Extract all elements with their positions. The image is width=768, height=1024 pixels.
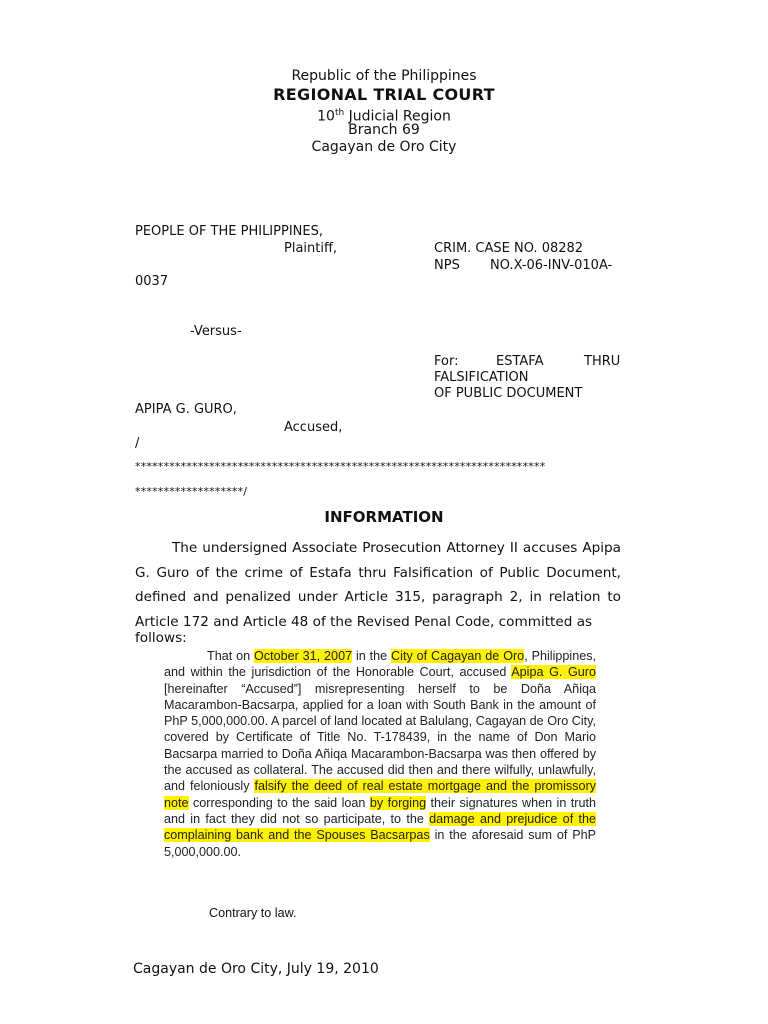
caption-slash: / (135, 436, 140, 451)
branch-line: Branch 69 (348, 122, 420, 138)
quote-text: their signatures when in truth and in fact they did not so participate, to the (164, 795, 596, 826)
highlight-forging: by forging (369, 795, 427, 810)
highlight-city: City of Cagayan de Oro (391, 649, 525, 663)
quote-text: , Philippines, and within the jurisdiction of the Honorable Court, accused (164, 649, 596, 680)
intro-paragraph: The undersigned Associate Prosecution Attorney II accuses Apipa G. Guro of the crime of Estafa thru Falsification of Public Document, defined and penalized under Article 315, paragraph 2, in relation to Article 172 and Article 48 of the Revised Penal Code, committed as (135, 540, 621, 630)
intro-cut-text: follows: (135, 630, 187, 642)
highlight-accused: Apipa G. Guro (511, 665, 596, 680)
region-suffix: th (334, 108, 345, 118)
for-public-document: OF PUBLIC DOCUMENT (434, 386, 583, 401)
plaintiff-name: PEOPLE OF THE PHILIPPINES, (135, 224, 323, 239)
nps-number: NO.X-06-INV-010A- (490, 258, 613, 273)
highlight-date: October 31, 2007 (253, 649, 353, 663)
quote-text: That on (207, 649, 254, 663)
date-line: Cagayan de Oro City, July 19, 2010 (133, 961, 379, 977)
accused-role: Accused, (284, 420, 343, 435)
intro-cut-line (0, 622, 768, 642)
for-thru: THRU (584, 354, 621, 369)
region-number: 10 (317, 108, 335, 125)
quote-text: corresponding to the said loan (188, 795, 370, 810)
divider-stars-1: ************************************************************************ (135, 460, 546, 473)
highlight-damage: damage and prejudice of the complaining bank and the Spouses Bacsarpas (164, 811, 596, 843)
court-name: REGIONAL TRIAL COURT (273, 85, 495, 104)
plaintiff-role: Plaintiff, (284, 241, 338, 256)
accused-name: APIPA G. GURO, (135, 402, 237, 417)
for-estafa: ESTAFA (496, 354, 544, 369)
nps-number-cont: 0037 (135, 274, 169, 289)
case-number: CRIM. CASE NO. 08282 (434, 241, 584, 256)
nps-label: NPS (434, 258, 460, 273)
for-falsification: FALSIFICATION (434, 370, 529, 385)
city-line: Cagayan de Oro City (311, 139, 457, 155)
quote-text: in the aforesaid sum of PhP 5,000,000.00. (164, 828, 596, 859)
versus: -Versus- (190, 324, 242, 339)
divider-stars-2: *******************/ (135, 485, 248, 498)
quote-text: [hereinafter “Accused”] misrepresenting herself to be Doña Añiqa Macarambon-Bacsarpa, applied for a loan with South Bank in the amount of PhP 5,000,000.00. A parcel of land located at Balulang, Cagayan de Oro City, covered by Certificate of Title No. T-178439, in the name of Don Mario Bacsarpa married to Doña Añiqa Macarambon-Bacsarpa was then offered by the accused as collateral. The accused did then and there wilfully, unlawfully, and feloniously (164, 681, 596, 794)
highlight-falsify: falsify the deed of real estate mortgage and the promissory note (164, 779, 596, 810)
quoted-charge (164, 648, 596, 860)
quote-text: in the (352, 649, 392, 663)
contrary-to-law: Contrary to law. (209, 906, 297, 920)
region-text: Judicial Region (344, 108, 451, 125)
republic-line: Republic of the Philippines (291, 68, 477, 84)
document-title: INFORMATION (324, 508, 444, 526)
for-label: For: (434, 354, 459, 369)
